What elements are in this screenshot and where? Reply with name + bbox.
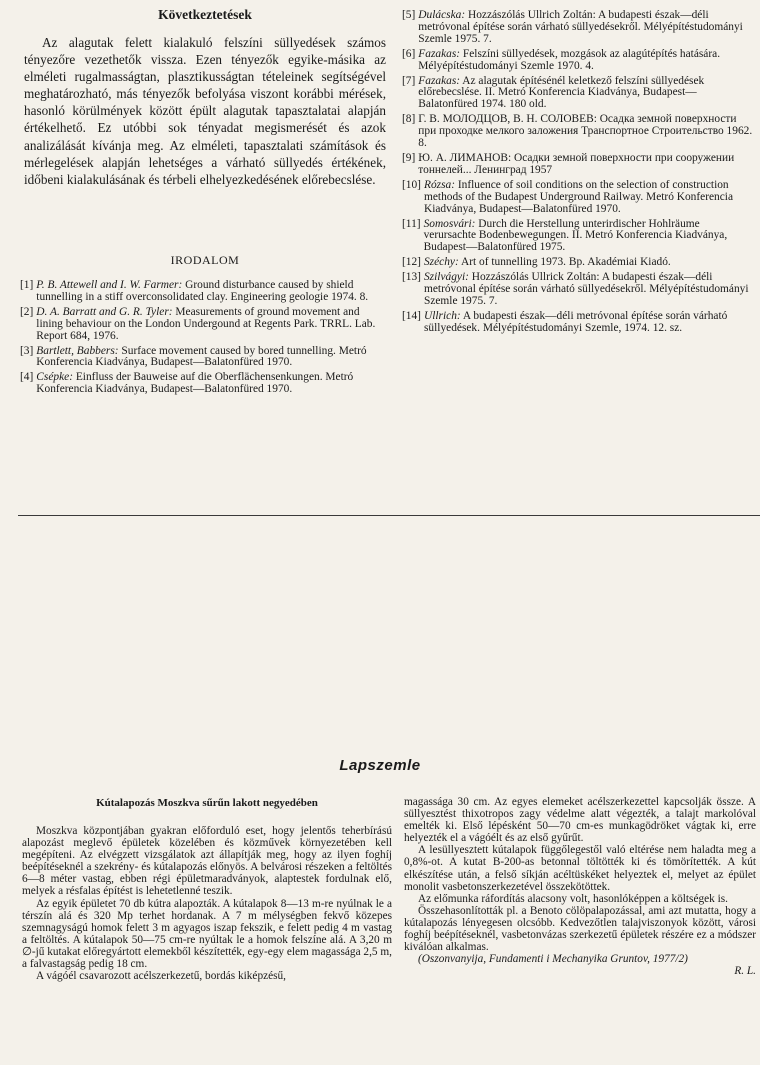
reference-item	[402, 153, 755, 177]
reference-authors: Csépke:	[36, 371, 73, 384]
reference-text: Influence of soil conditions on the selection of construction methods of the Budapest Underground Railway. Metró Konferencia Kiadványa, Budapest—Balatonfüred 1970.	[423, 178, 734, 215]
article-right-column	[404, 796, 756, 977]
article-citation: (Oszonvanyija, Fundamenti i Mechanyika Gruntov, 1977/2)	[418, 953, 688, 966]
reference-text: Ground disturbance caused by shield tunnelling in a stiff overconsolidated clay. Engineering geologie 1974. 8.	[36, 279, 369, 303]
reference-text: Measurements of ground movement and lining behaviour on the London Undergound at Regents Park. TRRL. Lab. Report 684, 1976.	[36, 305, 376, 342]
reference-body	[424, 311, 755, 335]
reference-number: [11]	[402, 217, 421, 230]
reference-body	[424, 257, 755, 269]
reference-authors: Somosvári:	[423, 217, 476, 230]
article-paragraph: A vágóél csavarozott acélszerkezetű, bordás kiképzésű,	[36, 970, 286, 983]
reference-number: [5]	[402, 9, 416, 21]
reference-number: [12]	[402, 256, 421, 269]
reference-item	[402, 311, 755, 335]
reference-number: [7]	[402, 74, 416, 87]
article-paragraph: Összehasonlították pl. a Benoto cölöpalapozással, ami azt mutatta, hogy a kútalapozás lényegesen olcsóbb. Kedvezőtlen talajviszonyok között, városi foghíj beépítéseknél, vasbetonvázas szerkezetű épületek részére ez a módszer kiválóan alkalmas.	[404, 904, 756, 954]
reference-authors: D. A. Barratt and G. R. Tyler:	[36, 305, 173, 318]
reference-number: [14]	[402, 309, 421, 322]
reference-number: [13]	[402, 271, 421, 284]
reference-item	[402, 272, 755, 308]
reference-authors: Fazakas:	[418, 74, 461, 87]
reference-number: [9]	[402, 151, 416, 164]
article-left-column	[22, 825, 392, 982]
article-paragraph: Az egyik épületet 70 db kútra alapozták. A kútalapok 8—13 m-re nyúlnak le a térszín alá és 320 Mp terhet hordanak. A 7 m mélységben fekvő közepes szemnagyságú homok felett 3 m agyagos iszap fekszik, e felett pedig 4 m vastag a feltöltés. A kútalapok 50—75 cm-re nyúltak le a homok felszíne alá. A 3,20 m ∅-jű kutakat előregyártott elemekből készítették, egy-egy elem magassága 2,5 m, a falvastagság pedig 18 cm.	[22, 897, 392, 971]
reference-number: [6]	[402, 47, 416, 60]
reference-body	[424, 272, 755, 308]
reference-item	[402, 76, 755, 112]
reference-authors: P. B. Attewell and I. W. Farmer:	[36, 279, 183, 291]
reference-body	[418, 76, 755, 112]
reference-text: Ю. А. ЛИМАНОВ: Осадки земной поверхности при сооружении тоннелей... Ленинград 1957	[418, 151, 735, 176]
reference-item	[20, 372, 387, 396]
reference-number: [1]	[20, 279, 34, 291]
reference-item	[402, 10, 755, 46]
reference-body	[36, 372, 387, 396]
reference-body	[424, 180, 755, 216]
reference-item	[402, 114, 755, 150]
reference-body	[36, 280, 387, 304]
reference-body	[418, 153, 755, 177]
reference-authors: Bartlett, Babbers:	[36, 344, 119, 357]
reference-authors: Szilvágyi:	[423, 271, 469, 284]
article-title: Kútalapozás Moszkva sűrűn lakott negyedében	[96, 797, 318, 809]
bibliography-right-column	[402, 10, 755, 338]
reference-number: [3]	[20, 344, 34, 357]
reference-text: Az alagutak építésénél keletkező felszíni süllyedések előrebecslése. II. Metró Konferencia Kiadványa, Budapest—Balatonfüred 1974. 180 old.	[418, 74, 705, 111]
reference-number: [10]	[402, 178, 421, 191]
reference-authors: Dulácska:	[418, 9, 466, 21]
reference-item	[20, 280, 387, 304]
bibliography-title: IRODALOM	[170, 253, 240, 267]
reference-number: [8]	[402, 113, 416, 126]
reference-text: Hozzászólás Ullrich Zoltán: A budapesti észak—déli metróvonal építése során várható süllyedésekről. Mélyépítéstudományi Szemle 1975. 7.	[418, 9, 743, 45]
review-section-title: Lapszemle	[339, 757, 421, 774]
reference-body	[418, 10, 755, 46]
reference-text: Felszíni süllyedések, mozgások az alagútépítés hatására. Mélyépítéstudományi Szemle 1970. 4.	[418, 47, 721, 72]
reference-text: A budapesti észak—déli metróvonal építése során várható süllyedések. Mélyépítéstudományi Szemle, 1974. 12. sz.	[423, 309, 728, 334]
conclusions-text	[24, 34, 386, 188]
conclusions-title: Következtetések	[158, 7, 252, 22]
reference-body	[418, 49, 755, 73]
reference-authors: Széchy:	[423, 256, 459, 269]
article-signature: R. L.	[734, 965, 756, 978]
reference-item	[20, 307, 387, 343]
article-paragraph: Moszkva központjában gyakran előforduló eset, hogy jelentős teherbírású alapozást meglevő épületek közelében és közművek környezetében kell megépíteni. Az elvégzett vizsgálatok azt állapítják meg, hogy az ilyen foghíj beépítéseknél a szekrény- és kútalapozás előnyös. A belvárosi részeken a feltöltés 6—8 méter vastag, ebben régi épületmaradványok, alaptestek fordulnak elő, melyek a résfalas építést is lehetetlenné teszik.	[22, 825, 392, 898]
reference-body	[36, 307, 387, 343]
article-paragraph: A lesüllyesztett kútalapok függőlegestől való eltérése nem haladta meg a 0,8%-ot. A kutat B-200-as betonnal töltötték ki és tömörítették. A kút elkészítése után, a felső síkján acéltüskéket helyeztek el, melyet az épület monolit vasbetonszerkezetével összekötöttek.	[404, 844, 756, 893]
article-paragraph: magassága 30 cm. Az egyes elemeket acélszerkezettel kapcsolják össze. A süllyesztést thixotropos zagy védelme alatt végezték, a talajt markolóval emelték ki. Első lépésként 50—70 cm-es munkagödröket vágtak ki, erre helyezték el a vágóélt és az első gyűrűt.	[404, 796, 756, 845]
reference-number: [4]	[20, 371, 34, 384]
reference-authors: Rózsa:	[423, 178, 455, 191]
reference-item	[402, 49, 755, 73]
article-paragraph: Az előmunka ráfordítás alacsony volt, hasonlóképpen a költségek is.	[418, 892, 728, 905]
reference-authors: Fazakas:	[418, 47, 461, 60]
reference-item	[20, 346, 387, 370]
reference-authors: Ullrich:	[423, 309, 461, 322]
reference-text: Durch die Herstellung unterirdischer Hohlräume verursachte Bodenbewegungen. II. Metró Konferencia Kiadványa, Budapest—Balatonfüred 1975.	[423, 217, 728, 254]
reference-text: Г. В. МОЛОДЦОВ, В. Н. СОЛОВЕВ: Осадка земной поверхности при проходке мелкого заложения Транспортное Строительство 1962. 8.	[418, 113, 753, 150]
reference-item	[402, 219, 755, 255]
reference-text: Art of tunnelling 1973. Bp. Akadémiai Kiadó.	[458, 256, 671, 269]
reference-body	[36, 346, 387, 370]
section-divider	[18, 515, 760, 516]
reference-text: Einfluss der Bauweise auf die Oberflächensenkungen. Metró Konferencia Kiadványa, Budapest—Balatonfüred 1970.	[36, 371, 354, 396]
conclusions-paragraph: Az alagutak felett kialakuló felszíni süllyedések számos tényezőre vezethetők vissza. Ezen tényezők egyike-másika az elméleti rugalmasságtan, plasztikusságtan tételeinek segítségével meghatározható, más tényezők befolyása viszont korábbi mérések, hasonló körülmények között épült alagutak tapasztalatai alapján értékelhető. Ez utóbbi sok tényadat megismerését és azok analizálását kívánja meg. Az elméleti, tapasztalati számítások és mérlegelések alapján lehetséges a várható süllyedés értékének, időbeni kialakulásának és térbeli elhelyezkedésének előrebecslése.	[24, 35, 386, 187]
reference-body	[418, 114, 755, 150]
reference-number: [2]	[20, 305, 34, 318]
reference-item	[402, 257, 755, 269]
reference-item	[402, 180, 755, 216]
reference-text: Surface movement caused by bored tunnelling. Metró Konferencia Kiadványa, Budapest—Balatonfüred 1970.	[36, 344, 367, 369]
reference-body	[424, 219, 755, 255]
bibliography-left-column	[20, 280, 387, 399]
reference-text: Hozzászólás Ullrick Zoltán: A budapesti észak—déli metróvonal építése során várható süllyedésekről. Mélyépítéstudományi Szemle 1975. 7.	[423, 271, 749, 307]
